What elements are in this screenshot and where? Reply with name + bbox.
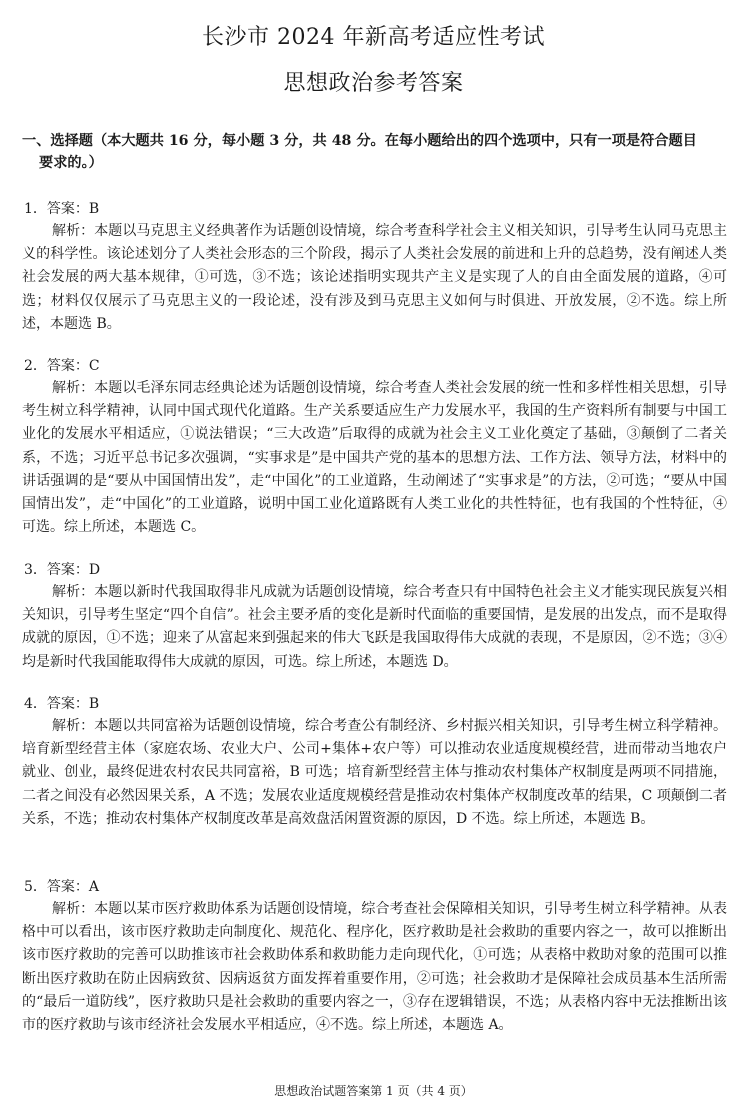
question-1	[22, 198, 727, 336]
question-4	[22, 693, 727, 831]
question-explanation: 解析：本题以毛泽东同志经典论述为话题创设情境，综合考查人类社会发展的统一性和多样性相关思想，引导考生树立科学精神，认同中国式现代化道路。生产关系要适应生产力发展水平，我国的生产资料所有制要与中国工业化的发展水平相适应，①说法错误；“三大改造”后取得的成就为社会主义工业化奠定了基础，③颠倒了二者关系，不选；习近平总书记多次强调，“实事求是”是中国共产党的基本的思想方法、工作方法、领导方法，材料中的讲话强调的是“要从中国国情出发”，走“中国化”的工业道路，生动阐述了“实事求是”的方法，②可选；“要从中国国情出发”，走“中国化”的工业道路，说明中国工业化道路既有人类工业化的共性特征，也有我国的个性特征，④可选。综上所述，本题选 C。	[22, 380, 727, 536]
section-heading-line1: 一、选择题（本大题共 16 分，每小题 3 分，共 48 分。在每小题给出的四个选项中，只有一项是符合题目	[22, 133, 697, 149]
section-heading	[22, 130, 727, 174]
question-answer: 1．答案：B	[24, 201, 100, 217]
question-answer: 2．答案：C	[24, 358, 100, 374]
question-5	[22, 876, 727, 1037]
question-3	[22, 559, 727, 674]
question-answer: 5．答案：A	[24, 879, 100, 895]
question-explanation: 解析：本题以某市医疗救助体系为话题创设情境，综合考查社会保障相关知识，引导考生树立科学精神。从表格中可以看出，该市医疗救助走向制度化、规范化、程序化，医疗救助是社会救助的重要内容之一，故可以推断出该市医疗救助的完善可以助推该市社会救助体系和救助能力走向现代化，①可选；从表格中救助对象的范围可以推断出医疗救助在防止因病致贫、因病返贫方面发挥着重要作用，②可选；社会救助才是保障社会成员基本生活所需的“最后一道防线”，医疗救助只是社会救助的重要内容之一，③存在逻辑错误，不选；从表格内容中无法推断出该市的医疗救助与该市经济社会发展水平相适应，④不选。综上所述，本题选 A。	[22, 901, 727, 1034]
question-2	[22, 355, 727, 539]
question-answer: 4．答案：B	[24, 696, 100, 712]
document-title: 长沙市 2024 年新高考适应性考试	[202, 25, 545, 50]
question-explanation: 解析：本题以新时代我国取得非凡成就为话题创设情境，综合考查只有中国特色社会主义才能实现民族复兴相关知识，引导考生坚定“四个自信”。社会主要矛盾的变化是新时代面临的重要国情，是发展的出发点，而不是取得成就的原因，①不选；迎来了从富起来到强起来的伟大飞跃是我国取得伟大成就的表现，不是原因，②不选；③④均是新时代我国能取得伟大成就的原因，可选。综上所述，本题选 D。	[22, 584, 727, 670]
document-subtitle: 思想政治参考答案	[283, 71, 464, 96]
question-explanation: 解析：本题以马克思主义经典著作为话题创设情境，综合考查科学社会主义相关知识，引导考生认同马克思主义的科学性。该论述划分了人类社会形态的三个阶段，揭示了人类社会发展的前进和上升的总趋势，没有阐述人类社会发展的两大基本规律，①可选，③不选；该论述指明实现共产主义是实现了人的自由全面发展的道路，④可选；材料仅仅展示了马克思主义的一段论述，没有涉及到马克思主义如何与时俱进、开放发展，②不选。综上所述，本题选 B。	[22, 223, 727, 332]
question-explanation: 解析：本题以共同富裕为话题创设情境，综合考查公有制经济、乡村振兴相关知识，引导考生树立科学精神。培育新型经营主体（家庭农场、农业大户、公司+集体+农户等）可以推动农业适度规模经营，进而带动当地农户就业、创业，最终促进农村农民共同富裕，B 可选；培育新型经营主体与推动农村集体产权制度是两项不同措施，二者之间没有必然因果关系，A 不选；发展农业适度规模经营是推动农村集体产权制度改革的结果，C 项颠倒二者关系，不选；推动农村集体产权制度改革是高效盘活闲置资源的原因，D 不选。综上所述，本题选 B。	[22, 718, 727, 827]
section-heading-line2: 要求的。）	[39, 155, 103, 171]
page-footer: 思想政治试题答案第 1 页（共 4 页）	[274, 1084, 473, 1098]
question-answer: 3．答案：D	[24, 562, 101, 578]
